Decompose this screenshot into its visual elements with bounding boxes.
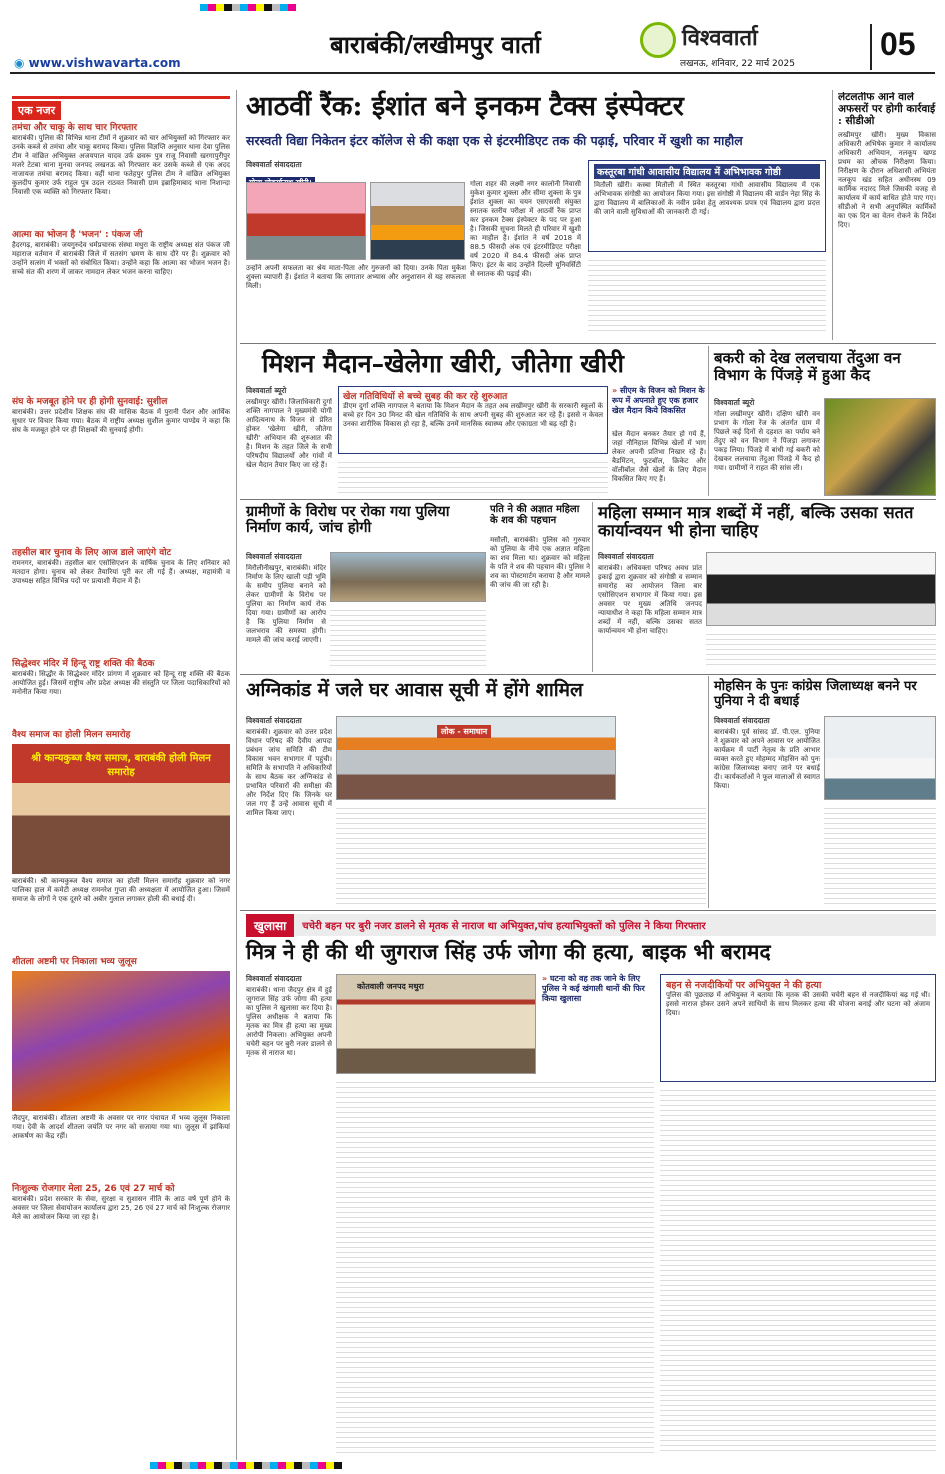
khulasa-right-cols: [660, 1086, 936, 1454]
pati-story: [490, 536, 590, 670]
brief-body: हैदरगढ़, बाराबंकी। जयगुरुदेव धर्मप्रचारक संस्था मथुरा के राष्ट्रीय अध्यक्ष संत पंकज जी महाराज वर्तमान में बाराबंकी जिले में सतसंग भ्रमण के साथ दौरे पर हैं। शुक्रवार को उन्होंने सत्संग में भक्तों को संबोधित किया। उन्होंने कहा कि आत्मा का भोजन भजन है। सच्चे संत की शरण में जाकर नामदान लेकर भजन करना चाहिए।: [12, 241, 230, 276]
brand-logo: [640, 22, 676, 58]
bahan-box-title: बहन से नजदीकियों पर अभियुक्त ने की हत्या: [666, 980, 822, 991]
brief-heading: सिद्धेश्वर मंदिर में हिन्दू राष्ट्र शक्ति की बैठक: [12, 659, 155, 669]
cdo-story: [838, 92, 936, 342]
section-rule: [240, 343, 936, 344]
khulasa-callout: » घटना को वह तक जाने के लिए पुलिस ने कई खंगाली थानों की फिर किया खुलासा: [542, 974, 645, 1003]
puliya-body: मिरौलीनीखपुर, बाराबंकी। मंदिर निर्माण के लिए खाली पड़ी भूमि के समीप पुलिया बनाने को लेकर ग्रामीणों के विरोध पर पुलिया का निर्माण कार्य रोक दिया गया। ग्रामीणों का आरोप है कि पुलिया निर्माण से जलभराव की समस्या होगी। मामले की जांच कराई जाएगी।: [246, 564, 326, 644]
byline: विश्ववार्ता संवाददाता: [598, 552, 654, 561]
kasturba-box: [588, 160, 826, 252]
agnikand-body-cols: [336, 804, 706, 904]
bahan-box: [660, 974, 936, 1082]
brief-body: बाराबंकी। पुलिस की विभिन्न थाना टीमों ने शुक्रवार को चार अभियुक्तों को गिरफ्तार कर उनके कब्जे से तमंचा और चाकू बरामद किया। पुलिस विज्ञप्ति अनुसार थाना देवा पुलिस टीम ने वांछित अभियुक्त अजयपाल यादव उर्फ छवरू पुत्र राजू निवासी खरगापुरीपुर मजरे टेटबा थाना मुनवा जनपद लखनऊ को गिरफ्तार कर उसके कब्जे से एक अदद नाजायज तमंचा बरामद किया। वहीं थाना फतेहपुर पुलिस टीम ने वांछित अभियुक्त कुलदीप कुमार उर्फ राहुल पुत्र उदल राठवत निवासी ग्राम इब्राहिमाबाद थाना निशान्दा निवासी एक व्यक्ति को गिरफ्तार किया।: [12, 134, 230, 196]
brief-heading: संघ के मजबूत होने पर ही होगी सुनवाई: सुशील: [12, 397, 168, 407]
lead-story: [246, 160, 581, 332]
lok-samadhan-banner: लोक - समाधान: [437, 725, 491, 738]
brief-heading: तहसील बार चुनाव के लिए आज डाले जाएंगे वोट: [12, 548, 172, 558]
khulasa-headline: मित्र ने ही की थी जुगराज सिंह उर्फ जोगा की हत्या, बाइक भी बरामद: [246, 939, 771, 964]
section-title: बाराबंकी/लखीमपुर वार्ता: [330, 30, 541, 59]
column-rule: [236, 90, 237, 1460]
brief-body: बाराबंकी। प्रदेश सरकार के सेवा, सुरक्षा व सुशासन नीति के आठ वर्ष पूर्ण होने के अवसर पर जिला सेवायोजन कार्यालय द्वारा 25, 26 एवं 27 मार्च को निःशुल्क रोजगार मेले का आयोजन किया जा रहा है।: [12, 1195, 230, 1221]
brief-body: बाराबंकी। सिद्धौर के सिद्धेश्वर मंदिर प्रांगण में शुक्रवार को हिन्दू राष्ट्र शक्ति की बैठक आयोजित हुई। जिसमें राष्ट्रीय और प्रदेश अध्यक्ष की संस्तुति पर जिला पदाधिकारियों को मनोनीत किया गया।: [12, 670, 230, 696]
page-number: 05: [880, 26, 916, 62]
section-rule: [240, 499, 936, 500]
byline: विश्ववार्ता संवाददाता: [246, 552, 302, 561]
kotwali-photo: [336, 974, 536, 1074]
lead-headline: आठवीं रैंक: ईशांत बने इनकम टैक्स इंस्पेक्टर: [246, 91, 684, 122]
byline: विश्ववार्ता ब्यूरो: [246, 386, 287, 395]
brief-heading: शीतला अष्टमी पर निकाला भव्य जुलूस: [12, 957, 137, 967]
bakri-body: गोला लखीमपुर खीरी। दक्षिण खीरी वन प्रभाग के गोला रेंज के अंतर्गत ग्राम में पिछले कई दिनों से दहशत का पर्याय बने तेंदुए को वन विभाग ने पिंजड़ा लगाकर पकड़ लिया। पिंजड़े में बांधी गई बकरी को देखकर ललचाया तेंदुआ पिंजड़े में कैद हो गया। ग्रामीणों ने राहत की सांस ली।: [714, 410, 820, 472]
mission-body: लखीमपुर खीरी। जिलाधिकारी दुर्गा शक्ति नागपाल ने मुख्यमंत्री योगी आदित्यनाथ के विजन से प्रेरित होकर 'खेलेगा खीरी, जीतेगा खीरी' अभियान की शुरुआत की है। मिशन के तहत जिले के सभी परिषदीय विद्यालयों और गांवों में खेल मैदान तैयार किए जा रहे हैं।: [246, 398, 332, 469]
section-rule: [240, 910, 936, 911]
byline: विश्ववार्ता संवाददाता: [246, 974, 302, 983]
mahila-story: [598, 552, 936, 670]
brief-heading: निःशुल्क रोजगार मेला 25, 26 एवं 27 मार्च को: [12, 1184, 175, 1194]
mahila-photo: [706, 552, 936, 626]
khulasa-strap: चचेरी बहन पर बुरी नजर डालने से मृतक से नाराज था अभियुक्त,पांच हत्याभियुक्तों को पुलिस ने किया गिरफ्तार: [302, 921, 706, 932]
mohsin-photo: [824, 716, 936, 800]
mission-story: [246, 386, 706, 496]
lead-subhead: सरस्वती विद्या निकेतन इंटर कॉलेज से की कक्षा एक से इंटरमीडिएट तक की पढ़ाई, परिवार में खुशी का माहौल: [246, 133, 743, 148]
byline: विश्ववार्ता संवाददाता: [714, 716, 770, 725]
quote-icon: »: [612, 386, 620, 395]
brief-body: रामनगर, बाराबंकी। तहसील बार एसोसिएशन के वार्षिक चुनाव के लिए शनिवार को मतदान होगा। चुनाव को लेकर तैयारियां पूरी कर ली गई हैं। अध्यक्ष, महामंत्री व उपाध्यक्ष सहित विभिन्न पदों पर प्रत्याशी मैदान में हैं।: [12, 559, 230, 585]
bakri-story: [714, 398, 936, 498]
agnikand-body: बाराबंकी। शुक्रवार को उत्तर प्रदेश विधान परिषद की दैवीय आपदा प्रबंधन जांच समिति की टीम विकास भवन सभागार में पहुंची। समिति के सभापति ने अधिकारियों के साथ बैठक कर अग्निकांड से प्रभावित परिवारों की समीक्षा की और निर्देश दिए कि जिनके घर जल गए हैं उन्हें आवास सूची में शामिल किया जाए।: [246, 728, 332, 817]
byline: विश्ववार्ता संवाददाता: [246, 716, 302, 725]
khulasa-strip: [246, 914, 936, 936]
mahila-headline: महिला सम्मान मात्र शब्दों में नहीं, बल्कि उसका सतत कार्यान्वयन भी होना चाहिए: [598, 503, 914, 541]
website-url[interactable]: ◉ www.vishwavarta.com: [14, 56, 181, 70]
ishant-photo: [370, 182, 465, 260]
column-rule: [708, 346, 709, 496]
mohsin-story: [714, 716, 936, 906]
brand-name: विश्ववार्ता: [682, 25, 758, 51]
brief-heading: तमंचा और चाकू के साथ चार गिरफ्तार: [12, 123, 138, 133]
byline: विश्ववार्ता ब्यूरो: [714, 398, 755, 407]
kasturba-body: मितौली खीरी। कस्बा मितौली में स्थित कस्तूरबा गांधी आवासीय विद्यालय में एक अभिभावक संगोष्ठी का आयोजन किया गया। इस संगोष्ठी में विद्यालय की वार्डन नेहा सिंह के द्वारा विद्यालय में बालिकाओं के नवीन प्रवेश हेतु आवश्यक प्रपत्र एवं विद्यालय द्वारा प्रदत्त की जाने वाली सुविधाओं की जानकारी दी गई।: [594, 181, 820, 216]
family-photo: [246, 182, 366, 260]
khulasa-story: [246, 974, 936, 1458]
lead-body: गोला शहर की लक्ष्मी नगर कालोनी निवासी मुकेश कुमार शुक्ला और सीमा शुक्ला के पुत्र ईशांत शुक्ला का चयन एसएससी संयुक्त स्नातक स्तरीय परीक्षा में आठवीं रैंक प्राप्त कर इनकम टैक्स इंस्पेक्टर के पद पर हुआ है। जिसकी सूचना मिलते ही परिवार में खुशी का माहौल है। ईशांत ने वर्ष 2018 में 88.5 फीसदी अंक एवं इंटरमीडिएट परीक्षा वर्ष 2020 में 84.4 फीसदी अंक प्राप्त किए। इंटर के बाद उन्होंने दिल्ली यूनिवर्सिटी से स्नातक की पढ़ाई की।: [470, 180, 581, 278]
header-rule-vertical: [870, 24, 872, 70]
agnikand-story: [246, 716, 706, 906]
kotwali-sign: कोतवाली जनपद मथुरा: [357, 982, 424, 991]
left-column: [12, 96, 230, 1458]
column-rule: [708, 676, 709, 908]
dateline: लखनऊ, शनिवार, 22 मार्च 2025: [680, 59, 795, 69]
column-rule: [592, 502, 593, 672]
mission-box-body: डीएम दुर्गा शक्ति नागपाल ने बताया कि मिशन मैदान के तहत अब लखीमपुर खीरी के सरकारी स्कूलों के बच्चे हर दिन 30 मिनट की खेल गतिविधि के साथ अपनी सुबह की शुरुआत कर रहे हैं। इससे न केवल उनका शारीरिक विकास हो रहा है, बल्कि उनमें मानसिक स्वास्थ्य और एकाग्रता भी बढ़ रही है।: [343, 402, 603, 428]
juloos-photo: [12, 971, 230, 1111]
ek-nazar-tag: एक नजर: [12, 101, 61, 120]
mission-callout: » सीएम के विजन को मिशन के रूप में अपनाते हुए एक हजार खेल मैदान किये विकसित: [612, 386, 705, 415]
section-rule: [240, 674, 936, 675]
cdo-headline: लेटलतीफ आने वाले अफसरों पर होगी कार्रवाई : सीडीओ: [838, 92, 936, 127]
mission-box-title: खेल गतिविधियों से बच्चे सुबह की कर रहे शुरुआत: [343, 392, 508, 402]
mission-box: [338, 386, 608, 454]
pati-headline: पति ने की अज्ञात महिला के शव की पहचान: [490, 504, 580, 527]
brief-body: जैदपुर, बाराबंकी। शीतला अष्टमी के अवसर पर नगर पंचायत में भव्य जुलूस निकाला गया। देवी के आदर्श शीतला जयंति पर नगर को सजाया गया था। जुलूस में झांकियां आकर्षण का केंद्र रहीं।: [12, 1114, 230, 1140]
kasturba-continued: [588, 256, 826, 332]
column-rule: [832, 90, 833, 340]
mission-body-cols: [338, 458, 608, 496]
brief-heading: आत्मा का भोजन है 'भजन' : पंकज जी: [12, 230, 143, 240]
photo-banner-text: श्री कान्यकुब्ज वैश्य समाज, बाराबंकी होली मिलन समारोह: [31, 753, 211, 778]
mohsin-headline: मोहसिन के पुनः कांग्रेस जिलाध्यक्ष बनने पर पुनिया ने दी बधाई: [714, 679, 917, 709]
quote-icon: »: [542, 974, 550, 983]
brief-body: बाराबंकी। श्री कान्यकुब्ज वैश्य समाज का होली मिलन समारोह शुक्रवार को नगर पालिका हाल में कमेटी अध्यक्ष रामनरेश गुप्ता की अध्यक्षता में आयोजित हुआ। जिसमें समाज के लोगों ने एक दूसरे को अबीर गुलाल लगाकर होली की बधाई दी।: [12, 877, 230, 903]
byline: विश्ववार्ता संवाददाता: [246, 160, 302, 169]
bakri-headline: बकरी को देख ललचाया तेंदुआ वन विभाग के पिंजड़े में हुआ कैद: [714, 349, 901, 384]
color-marks-top: [200, 4, 296, 11]
lead-body-continued: उन्होंने अपनी सफलता का श्रेय माता-पिता और गुरुजनों को दिया। उनके पिता मुकेश शुक्ला व्यापारी हैं। ईशांत ने बताया कि लगातार अभ्यास और अनुशासन से यह सफलता मिली।: [246, 264, 466, 290]
mission-headline: मिशन मैदान–खेलेगा खीरी, जीतेगा खीरी: [262, 349, 624, 378]
brief-heading: वैश्य समाज का होली मिलन समारोह: [12, 730, 131, 740]
header-rule: [10, 72, 935, 74]
khulasa-body: बाराबंकी। थाना जैदपुर क्षेत्र में हुई जुगराज सिंह उर्फ जोगा की हत्या का पुलिस ने खुलासा कर दिया है। पुलिस अधीक्षक ने बताया कि मृतक का मित्र ही हत्या का मुख्य आरोपी निकला। अभियुक्त अपनी चचेरी बहन पर बुरी नजर डालने से मृतक से नाराज था।: [246, 986, 332, 1057]
kasturba-title: कस्तूरबा गांधी आवासीय विद्यालय में अभिभावक गोष्ठी: [594, 164, 820, 179]
leopard-photo: [824, 398, 936, 496]
puliya-photo: [330, 552, 486, 602]
color-marks-bottom: [150, 1462, 342, 1469]
puliya-headline: ग्रामीणों के विरोध पर रोका गया पुलिया निर्माण कार्य, जांच होगी: [246, 503, 450, 537]
agnikand-headline: अग्निकांड में जले घर आवास सूची में होंगे शामिल: [246, 679, 583, 701]
mahila-body: बाराबंकी। अधिवक्ता परिषद अवध प्रांत इकाई द्वारा शुक्रवार को संगोष्ठी व सम्मान समारोह का आयोजन जिला बार एसोसिएशन सभागार में किया गया। इस अवसर पर मुख्य अतिथि जनपद न्यायाधीश ने कहा कि महिला सम्मान मात्र शब्दों में नहीं, बल्कि उसका सतत कार्यान्वयन भी होना चाहिए।: [598, 564, 702, 635]
holi-milan-photo: [12, 744, 230, 874]
pati-body: मसौली, बाराबंकी। पुलिस को गुरुवार को पुलिया के नीचे एक अज्ञात महिला का शव मिला था। शुक्रवार को महिला के पति ने शव की पहचान की। पुलिस ने शव का पोस्टमार्टम कराया है और मामले की जांच की जा रही है।: [490, 536, 590, 589]
khulasa-tag: खुलासा: [246, 914, 294, 937]
mohsin-body-cols: [824, 804, 936, 904]
mohsin-body: बाराबंकी। पूर्व सांसद डॉ. पी.एल. पुनिया ने शुक्रवार को अपने आवास पर आयोजित कार्यक्रम में पार्टी नेतृत्व के प्रति आभार व्यक्त करते हुए मोहम्मद मोहसिन को पुनः कांग्रेस जिलाध्यक्ष बनाए जाने पर बधाई दी। कार्यकर्ताओं ने फूल मालाओं से स्वागत किया।: [714, 728, 820, 790]
bahan-box-body: पुलिस की पूछताछ में अभियुक्त ने बताया कि मृतक की उसकी चचेरी बहन से नजदीकियां बढ़ गई थीं। इससे नाराज होकर उसने अपने साथियों के साथ मिलकर हत्या की योजना बनाई और घटना को अंजाम दिया।: [666, 991, 930, 1017]
puliya-body-cols: [330, 606, 486, 668]
cdo-body: लखीमपुर खीरी। मुख्य विकास अधिकारी अभिषेक कुमार ने कार्यालय अधिकारी अभियान, नलकूप खण्ड प्रथम का औचक निरीक्षण किया। निरीक्षण के दौरान अधिशासी अभियंता नलकूप खंड सहित अधीनस्थ 09 कार्मिक नदारद मिले जिसकी वजह से कार्यालय में कार्य बाधित होते पाए गए। सीडीओ ने सभी अनुपस्थित कार्मिकों का एक दिन का वेतन रोकने के निर्देश दिए।: [838, 131, 936, 230]
mission-body-2: खेल मैदान बनकर तैयार हो गये हैं, जहां नौनिहाल विभिन्न खेलों में भाग लेकर अपनी प्रतिभा निखार रहे हैं। बैडमिंटन, फुटबॉल, क्रिकेट और वॉलीबॉल जैसे खेलों के लिए मैदान विकसित किए गए हैं।: [612, 430, 706, 483]
khulasa-body-cols: [336, 1078, 654, 1454]
mahila-body-cols: [706, 630, 936, 668]
brief-body: बाराबंकी। उत्तर प्रदेशीय शिक्षक संघ की मासिक बैठक में पुरानी पेंशन और आर्थिक सुधार पर विचार किया गया। बैठक में राष्ट्रीय अध्यक्ष सुशील कुमार पाण्डेय ने कहा कि संघ के मजबूत होने पर ही शिक्षकों की सुनवाई होगी।: [12, 408, 230, 434]
globe-icon: ◉: [14, 56, 29, 70]
puliya-story: [246, 552, 486, 670]
meeting-photo: [336, 716, 616, 800]
